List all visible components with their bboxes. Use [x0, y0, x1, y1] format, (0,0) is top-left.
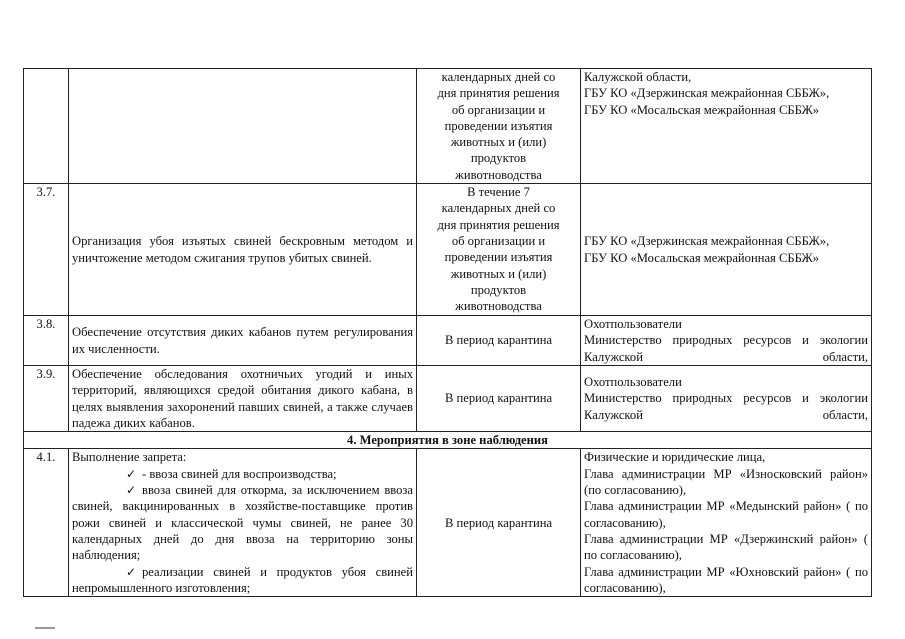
row-number: 3.7.	[24, 184, 69, 316]
ban-item: ✓ ввоза свиней для откорма, за исключением ввоза свиней, вакцинированных в хозяйстве-поставщике против рожи свиней и классической чумы свиней, не ранее 30 календарных дней до дня ввоза на территорию зоны наблюдения;	[72, 483, 413, 563]
table-row	[24, 316, 872, 366]
row-description: Обеспечение обследования охотничьих угодий и иных территорий, являющихся средой обитания дикого кабана, в целях выявления захоронений павших свиней, а также случаев падежа диких кабанов.	[69, 365, 417, 431]
ban-item: ✓ реализации свиней и продуктов убоя свиней непромышленного изготовления;	[72, 564, 413, 595]
check-icon: ✓	[125, 483, 136, 498]
ban-intro: Выполнение запрета:	[72, 450, 187, 465]
check-icon: ✓	[125, 466, 136, 481]
table-row	[24, 365, 872, 431]
row-description: Организация убоя изъятых свиней бескровным методом и уничтожение методом сжигания трупов убитых свиней.	[69, 184, 417, 316]
row-responsible: ГБУ КО «Дзержинская межрайонная СББЖ», ГБУ КО «Мосальская межрайонная СББЖ»	[581, 184, 872, 316]
row-description: Обеспечение отсутствия диких кабанов путем регулирования их численности.	[69, 316, 417, 366]
row-term: В период карантина	[417, 316, 581, 366]
check-icon: ✓	[125, 564, 136, 579]
table-row	[24, 184, 872, 316]
row-term: календарных дней со дня принятия решения об организации и проведении изъятия животных и (или) продуктов животноводства	[417, 69, 581, 184]
measures-table	[23, 68, 872, 597]
ban-item: ✓ - ввоза свиней для воспроизводства;	[72, 466, 413, 482]
row-number: 3.9.	[24, 365, 69, 431]
row-responsible: Калужской области, ГБУ КО «Дзержинская межрайонная СББЖ», ГБУ КО «Мосальская межрайонная СББЖ»	[581, 69, 872, 184]
row-number: 3.8.	[24, 316, 69, 366]
table-row	[24, 449, 872, 597]
row-number: 4.1.	[24, 449, 69, 597]
row-responsible: Охотпользователи Министерство природных ресурсов и экологии Калужской области,	[581, 316, 872, 366]
row-number	[24, 69, 69, 184]
row-responsible: Охотпользователи Министерство природных ресурсов и экологии Калужской области,	[581, 365, 872, 431]
scan-mark	[35, 627, 55, 629]
row-description	[69, 449, 417, 597]
table-row	[24, 69, 872, 184]
section-title: 4. Мероприятия в зоне наблюдения	[24, 432, 872, 449]
section-header-row	[24, 432, 872, 449]
row-term: В течение 7 календарных дней со дня принятия решения об организации и проведении изъятия животных и (или) продуктов животноводства	[417, 184, 581, 316]
row-term: В период карантина	[417, 449, 581, 597]
row-description	[69, 69, 417, 184]
row-term: В период карантина	[417, 365, 581, 431]
row-responsible: Физические и юридические лица, Глава администрации МР «Износковский район» (по согласованию), Глава администрации МР «Медынский район» ( по согласованию), Глава администрации МР «Дзержинский район» ( по согласованию), Глава администрации МР «Юхновский район» ( по согласованию),	[581, 449, 872, 597]
